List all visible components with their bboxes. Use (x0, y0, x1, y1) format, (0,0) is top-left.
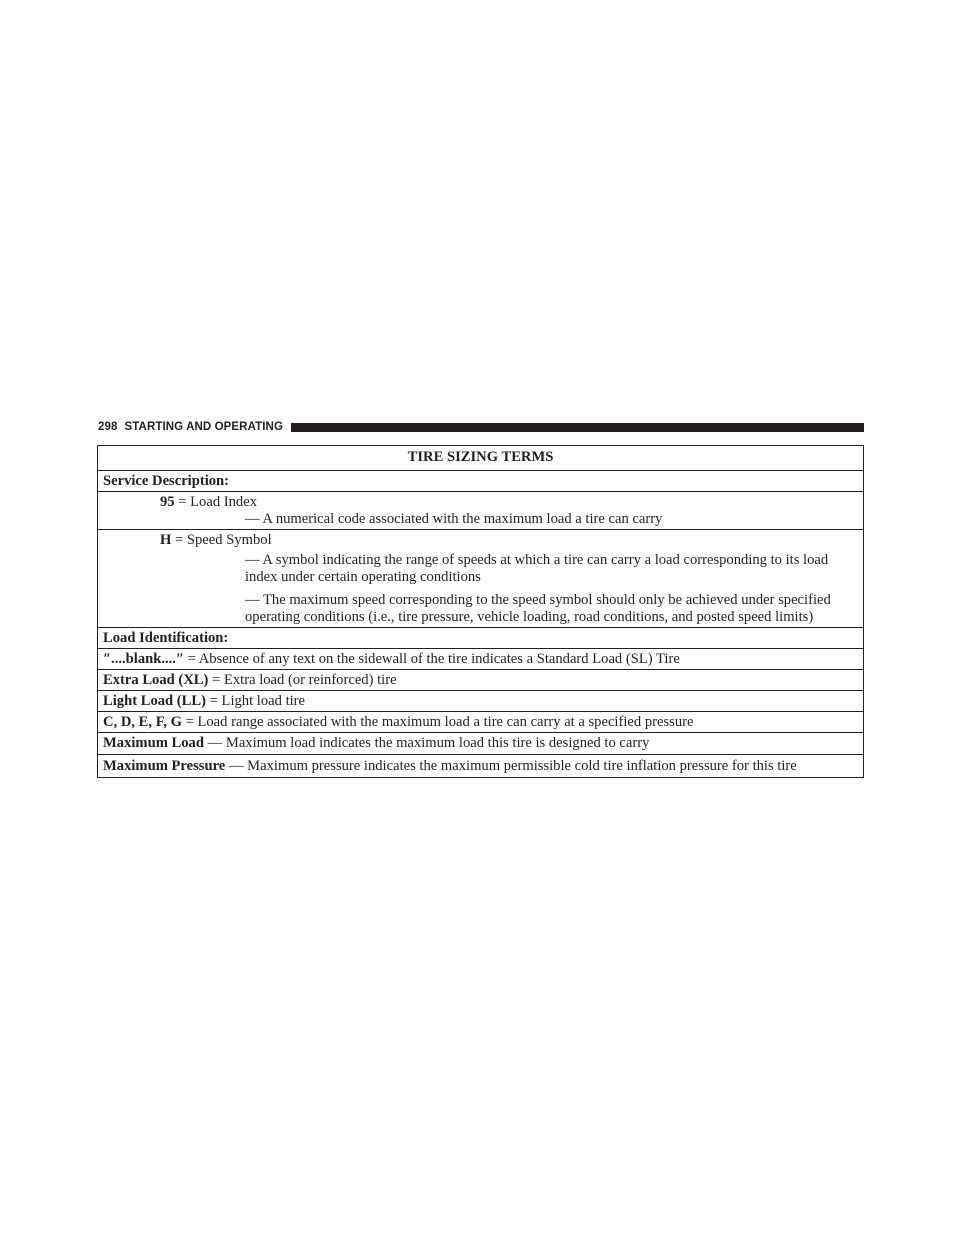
header-rule (291, 423, 864, 432)
table-row (98, 691, 864, 712)
load-index-detail: — A numerical code associated with the maximum load a tire can carry (245, 511, 663, 527)
maximum-load-row (98, 733, 864, 755)
load-index-term: 95 (160, 494, 175, 510)
load-id-definition: = Extra load (or reinforced) tire (212, 672, 397, 688)
load-id-term: C, D, E, F, G (103, 714, 182, 730)
page-number: 298 (98, 421, 118, 433)
service-description-row (98, 471, 864, 492)
table-title: TIRE SIZING TERMS (98, 446, 864, 471)
load-identification-row (98, 628, 864, 649)
maximum-pressure-row (98, 755, 864, 778)
maximum-pressure-term: Maximum Pressure (103, 758, 226, 774)
service-description-label: Service Description: (98, 471, 864, 492)
maximum-load-definition: — Maximum load indicates the maximum load this tire is designed to carry (207, 735, 650, 751)
load-id-term: Light Load (LL) (103, 693, 206, 709)
table-title-row (98, 446, 864, 471)
load-id-definition: = Load range associated with the maximum load a tire can carry at a specified pressure (185, 714, 694, 730)
tire-sizing-terms-table (97, 445, 864, 778)
load-id-definition: = Light load tire (209, 693, 306, 709)
table-row (98, 712, 864, 733)
load-id-term: Extra Load (XL) (103, 672, 209, 688)
load-index-row (98, 492, 864, 530)
speed-symbol-row (98, 530, 864, 628)
maximum-pressure-definition: — Maximum pressure indicates the maximum permissible cold tire inflation pressure for this tire (228, 758, 797, 774)
speed-symbol-detail-1: — A symbol indicating the range of speeds at which a tire can carry a load corresponding to its load index under certain operating conditions (245, 552, 829, 585)
speed-symbol-term: H (160, 532, 172, 548)
maximum-load-term: Maximum Load (103, 735, 204, 751)
load-index-definition: = Load Index (178, 494, 257, 510)
page-header (98, 419, 864, 435)
section-title: STARTING AND OPERATING (124, 421, 284, 433)
speed-symbol-definition: = Speed Symbol (175, 532, 272, 548)
load-id-definition: = Absence of any text on the sidewall of the tire indicates a Standard Load (SL) Tire (187, 651, 680, 667)
load-identification-label: Load Identification: (98, 628, 864, 649)
load-id-term: ″....blank....″ (103, 651, 185, 667)
table-row (98, 670, 864, 691)
speed-symbol-detail-2: — The maximum speed corresponding to the speed symbol should only be achieved under specified operating conditions (i.e., tire pressure, vehicle loading, road conditions, and posted speed limits) (245, 592, 831, 625)
table-row (98, 649, 864, 670)
